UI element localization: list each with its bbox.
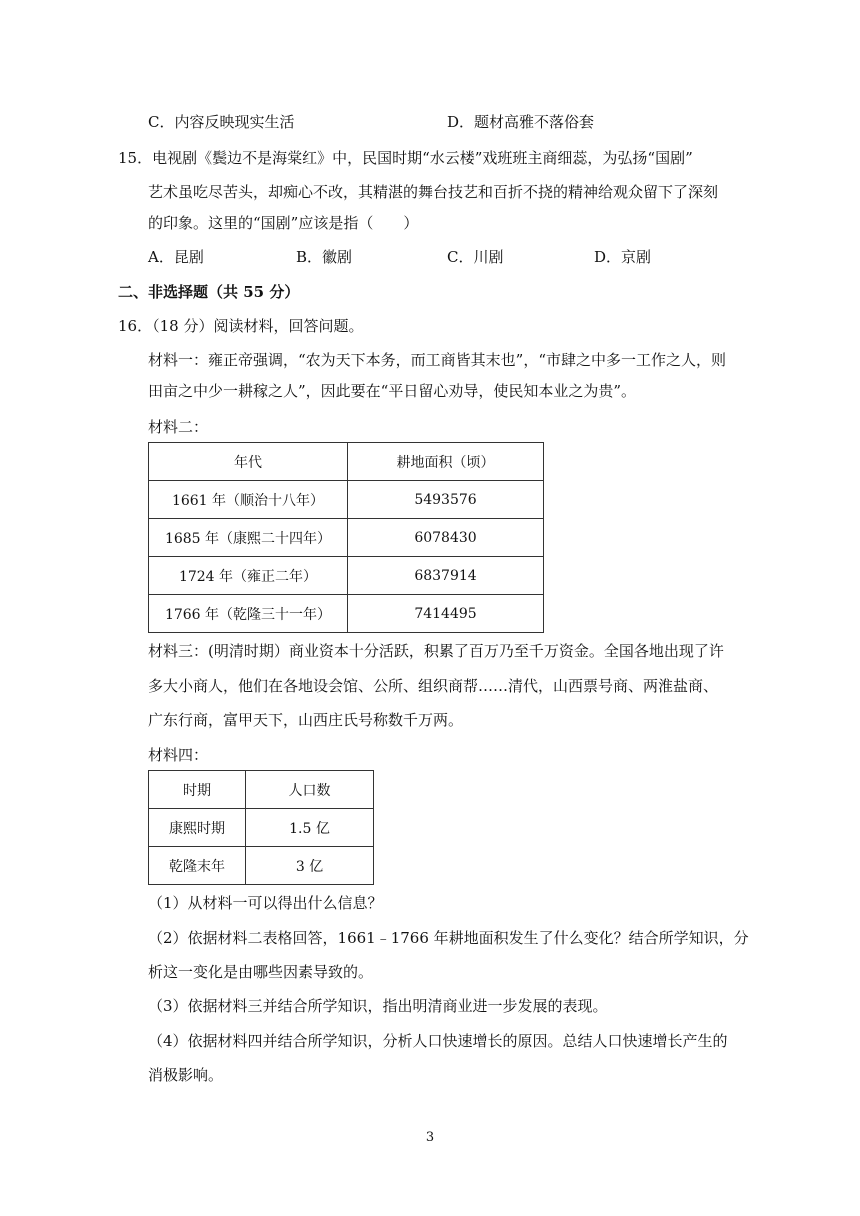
table-header: 人口数 bbox=[246, 771, 374, 809]
sub-question-4-line-1: （4）依据材料四并结合所学知识，分析人口快速增长的原因。总结人口快速增长产生的 bbox=[148, 1032, 728, 1050]
sub-question-1: （1）从材料一可以得出什么信息？ bbox=[148, 894, 383, 912]
table-row bbox=[149, 481, 544, 519]
table-row bbox=[149, 809, 374, 847]
table-cell: 1.5 亿 bbox=[246, 809, 374, 847]
q15-option-d: D．京剧 bbox=[594, 248, 652, 266]
q15-line-2: 艺术虽吃尽苦头，却痴心不改，其精湛的舞台技艺和百折不挠的精神给观众留下了深刻 bbox=[148, 183, 719, 201]
material3-line-1: 材料三：(明清时期）商业资本十分活跃，积累了百万乃至千万资金。全国各地出现了许 bbox=[148, 642, 724, 660]
sub-question-2-line-2: 析这一变化是由哪些因素导致的。 bbox=[148, 963, 374, 981]
table-row bbox=[149, 847, 374, 885]
farmland-table bbox=[148, 442, 544, 633]
material4-label: 材料四： bbox=[148, 746, 209, 764]
table-cell: 康熙时期 bbox=[149, 809, 246, 847]
q15-option-c: C．川剧 bbox=[447, 248, 504, 266]
material2-label: 材料二： bbox=[148, 418, 209, 436]
sub-question-3: （3）依据材料三并结合所学知识，指出明清商业进一步发展的表现。 bbox=[148, 997, 608, 1015]
table-header-row bbox=[149, 771, 374, 809]
material3-line-3: 广东行商，富甲天下，山西庄氏号称数千万两。 bbox=[148, 711, 464, 729]
q15-line-1: 15．电视剧《鬓边不是海棠红》中，民国时期“水云楼”戏班班主商细蕊，为弘扬“国剧” bbox=[118, 149, 693, 167]
table-cell: 1724 年（雍正二年） bbox=[149, 557, 348, 595]
table-header: 年代 bbox=[149, 443, 348, 481]
population-table bbox=[148, 770, 374, 885]
q14-option-d: D．题材高雅不落俗套 bbox=[447, 113, 595, 131]
table-cell: 1766 年（乾隆三十一年） bbox=[149, 595, 348, 633]
table-cell: 乾隆末年 bbox=[149, 847, 246, 885]
table-header: 时期 bbox=[149, 771, 246, 809]
page-number: 3 bbox=[425, 1130, 435, 1145]
table-row bbox=[149, 595, 544, 633]
sub-question-4-line-2: 消极影响。 bbox=[148, 1066, 224, 1084]
table-cell: 6078430 bbox=[348, 519, 544, 557]
table-cell: 5493576 bbox=[348, 481, 544, 519]
q15-option-b: B．徽剧 bbox=[296, 248, 353, 266]
table-row bbox=[149, 519, 544, 557]
q15-option-a: A．昆剧 bbox=[148, 248, 204, 266]
table-header-row bbox=[149, 443, 544, 481]
section-heading: 二、非选择题（共 55 分） bbox=[118, 283, 300, 301]
material1-line-1: 材料一：雍正帝强调，“农为天下本务，而工商皆其末也”，“市肆之中多一工作之人，则 bbox=[148, 351, 727, 369]
table-cell: 3 亿 bbox=[246, 847, 374, 885]
q14-option-c: C．内容反映现实生活 bbox=[148, 113, 295, 131]
table-cell: 7414495 bbox=[348, 595, 544, 633]
material1-line-2: 田亩之中少一耕稼之人”，因此要在“平日留心劝导，使民知本业之为贵”。 bbox=[148, 382, 637, 400]
table-row bbox=[149, 557, 544, 595]
q16-stem: 16．（18 分）阅读材料，回答问题。 bbox=[118, 317, 364, 335]
material3-line-2: 多大小商人，他们在各地设会馆、公所、组织商帮……清代，山西票号商、两淮盐商、 bbox=[148, 677, 719, 695]
sub-question-2-line-1: （2）依据材料二表格回答，1661﹣1766 年耕地面积发生了什么变化？结合所学知识，分 bbox=[148, 929, 749, 947]
table-cell: 6837914 bbox=[348, 557, 544, 595]
q15-line-3: 的印象。这里的“国剧”应该是指（ ） bbox=[148, 214, 419, 232]
table-cell: 1685 年（康熙二十四年） bbox=[149, 519, 348, 557]
table-header: 耕地面积（顷） bbox=[348, 443, 544, 481]
table-cell: 1661 年（顺治十八年） bbox=[149, 481, 348, 519]
